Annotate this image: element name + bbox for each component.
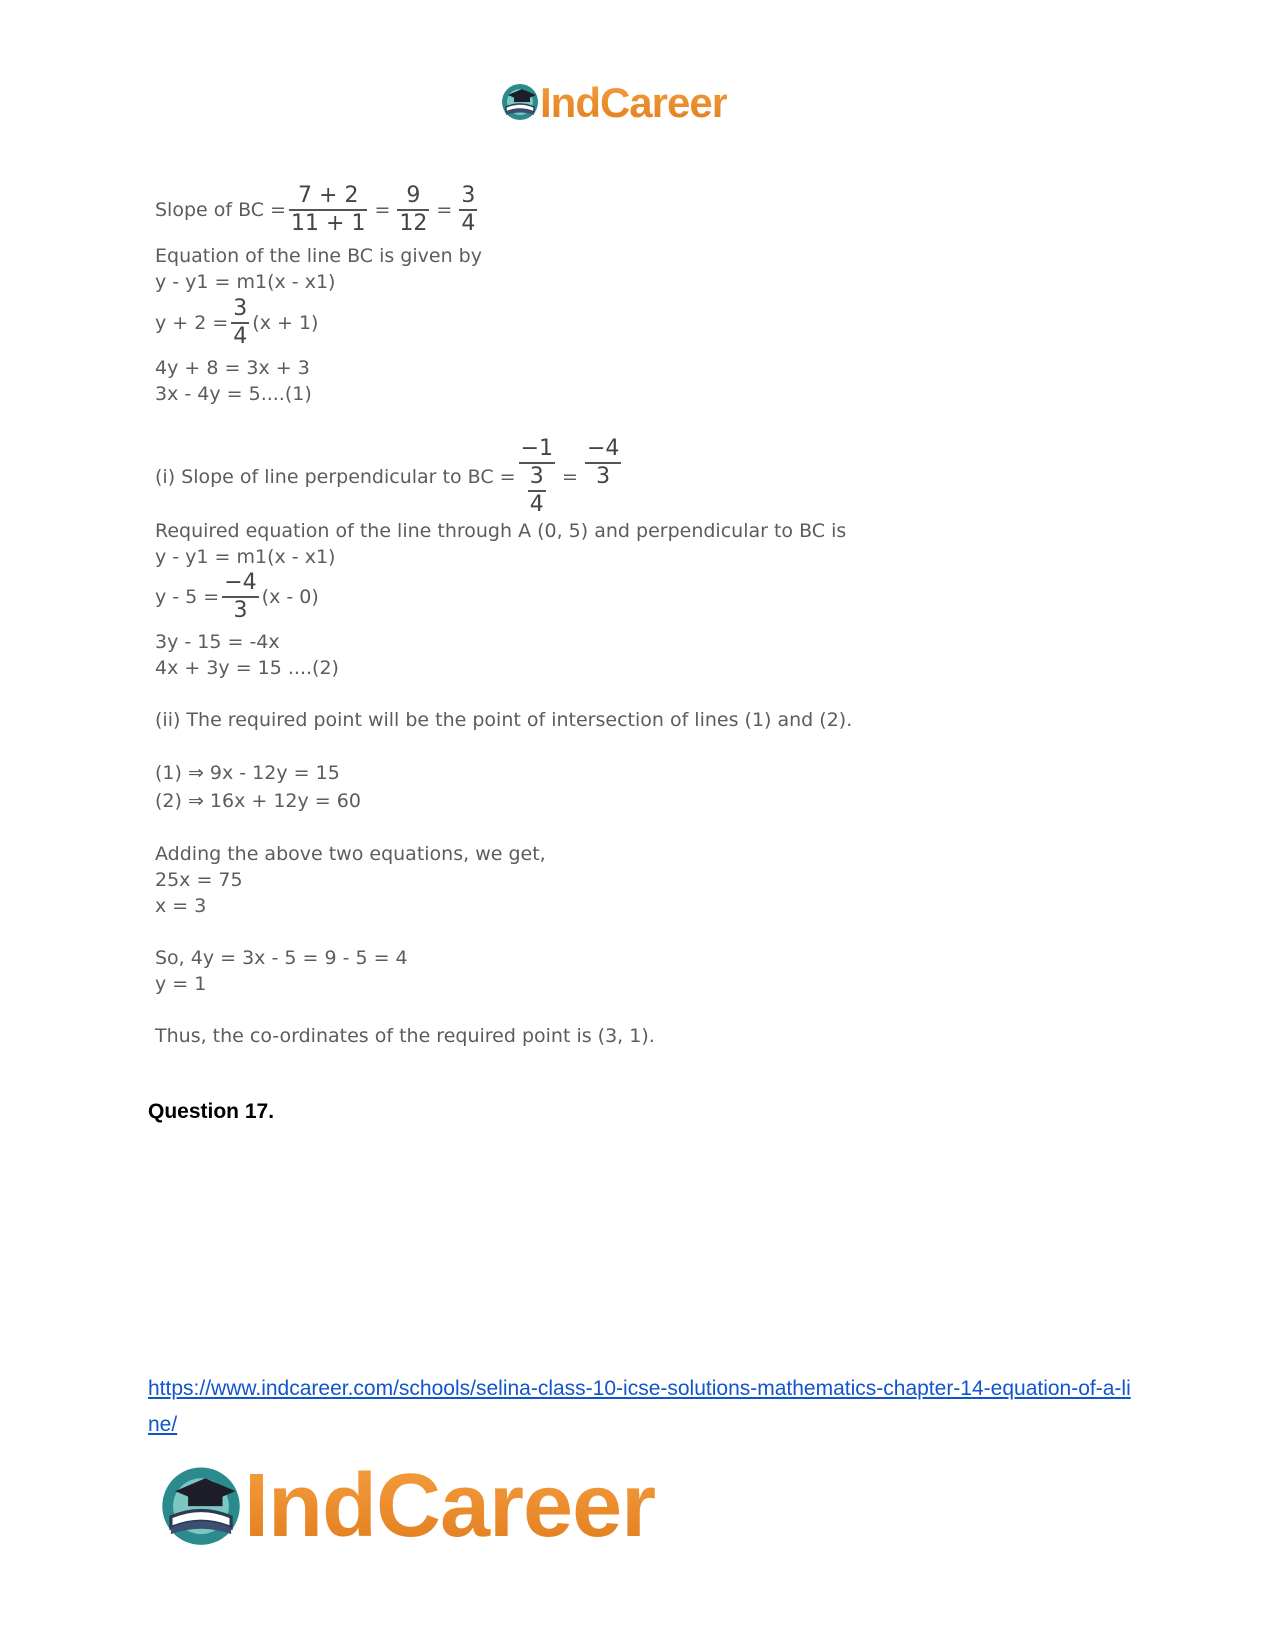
- header-logo: [500, 76, 727, 130]
- question-heading: Question 17.: [148, 1100, 275, 1123]
- solution-line: Equation of the line BC is given by: [155, 245, 482, 267]
- footer-logo: [158, 1452, 655, 1560]
- brand-name: IndCareer: [540, 76, 727, 130]
- fraction-numerator: 7 + 2: [298, 183, 359, 208]
- equation-prefix: y - 5 =: [155, 586, 220, 608]
- solution-line: (ii) The required point will be the point of intersection of lines (1) and (2).: [155, 709, 853, 731]
- fraction-numerator: 3: [233, 296, 248, 321]
- equation-suffix: (x + 1): [252, 312, 319, 334]
- solution-line: x = 3: [155, 895, 207, 917]
- solution-line: Adding the above two equations, we get,: [155, 843, 546, 865]
- solution-line: 25x = 75: [155, 869, 243, 891]
- solution-line: 3y - 15 = -4x: [155, 631, 280, 653]
- solution-line: 4y + 8 = 3x + 3: [155, 357, 310, 379]
- perp-label: (i) Slope of line perpendicular to BC =: [155, 466, 516, 488]
- source-link[interactable]: https://www.indcareer.com/schools/selina-class-10-icse-solutions-mathematics-chapter-14-equation-of-a-line/: [148, 1377, 1131, 1436]
- fraction-denominator: 4: [529, 492, 544, 517]
- fraction: [289, 183, 367, 237]
- fraction-numerator: 3: [529, 464, 544, 489]
- fraction-denominator: 12: [399, 211, 428, 236]
- solution-line: (2) ⇒ 16x + 12y = 60: [155, 790, 361, 812]
- solution-line: y - y1 = m1(x - x1): [155, 271, 336, 293]
- fraction: [585, 436, 621, 490]
- slope-bc-line: Slope of BC = $\frac{7 + 2}{11 + 1}$ = $\frac{9}{12}$ = $\frac{3}{4}$: [155, 183, 476, 236]
- equation-line: [155, 296, 318, 350]
- solution-line: (1) ⇒ 9x - 12y = 15: [155, 762, 340, 784]
- fraction-numerator: 3: [461, 183, 476, 208]
- slope-bc-label: Slope of BC =: [155, 199, 287, 221]
- fraction: [231, 296, 249, 350]
- solution-line: 3x - 4y = 5....(1): [155, 383, 312, 405]
- solution-line: 4x + 3y = 15 ....(2): [155, 657, 339, 679]
- perpendicular-slope-line: (i) Slope of line perpendicular to BC = $\frac{-1}{\frac{3}{4}}$ = $\frac{-4}{3}$: [155, 436, 620, 517]
- fraction: [459, 183, 477, 237]
- fraction-numerator: −1: [520, 436, 554, 461]
- fraction-numerator: 9: [406, 183, 421, 208]
- fraction-denominator: 4: [233, 324, 248, 349]
- compound-fraction: [519, 436, 555, 518]
- fraction: [222, 570, 258, 624]
- fraction-denominator: 4: [461, 211, 476, 236]
- fraction-numerator: −4: [586, 436, 620, 461]
- solution-line: Required equation of the line through A (0, 5) and perpendicular to BC is: [155, 520, 847, 542]
- solution-line: So, 4y = 3x - 5 = 9 - 5 = 4: [155, 947, 408, 969]
- conclusion-line: Thus, the co-ordinates of the required point is (3, 1).: [155, 1025, 655, 1047]
- fraction-denominator: 11 + 1: [291, 211, 366, 236]
- equation-prefix: y + 2 =: [155, 312, 229, 334]
- brand-name: IndCareer: [244, 1452, 655, 1560]
- graduation-cap-book-icon: [500, 81, 540, 125]
- graduation-cap-book-icon: [158, 1461, 244, 1551]
- equation-suffix: (x - 0): [261, 586, 319, 608]
- fraction: [397, 183, 429, 237]
- fraction-denominator: 3: [596, 464, 611, 489]
- equation-line: [155, 570, 319, 624]
- solution-line: y - y1 = m1(x - x1): [155, 546, 336, 568]
- solution-line: y = 1: [155, 973, 207, 995]
- fraction: [528, 464, 546, 518]
- fraction-denominator: 3: [233, 598, 248, 623]
- fraction-numerator: −4: [224, 570, 257, 595]
